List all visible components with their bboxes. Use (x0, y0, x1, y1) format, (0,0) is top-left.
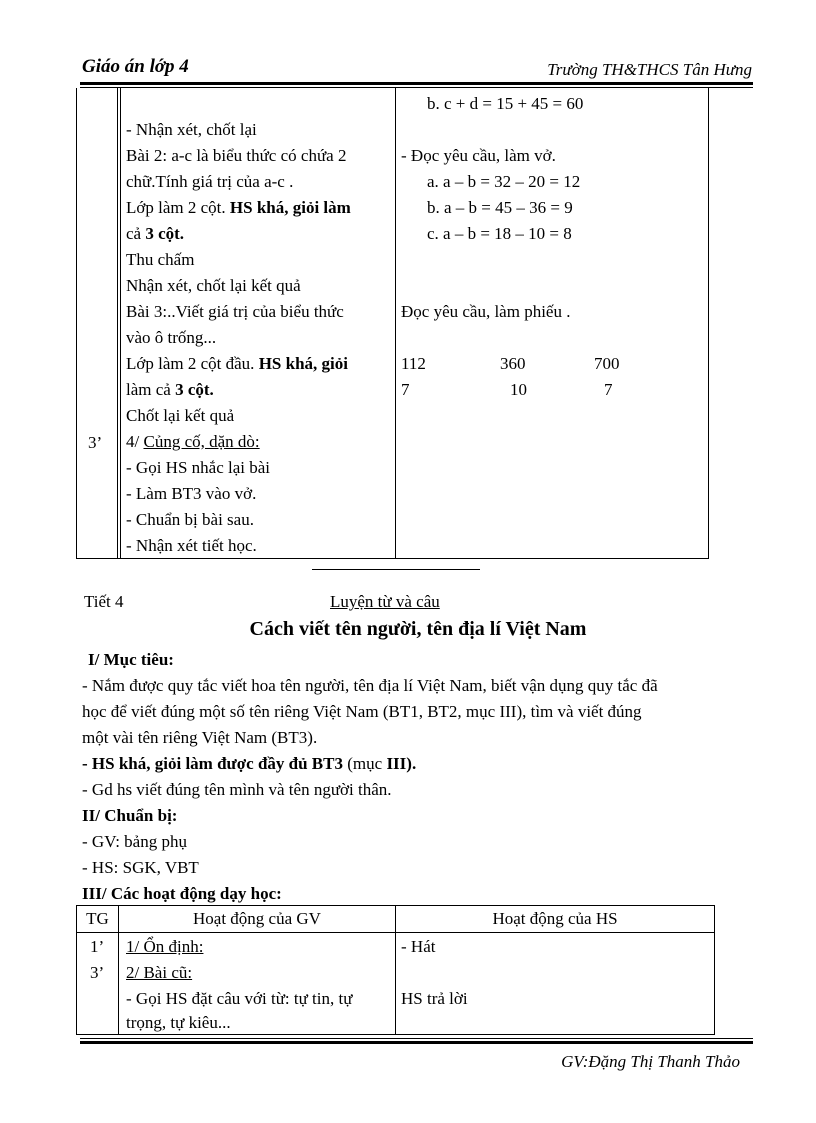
objective-text: - Nắm được quy tắc viết hoa tên người, tên địa lí Việt Nam, biết vận dụng quy tắc đã (82, 676, 658, 695)
gv-line: - Gọi HS đặt câu với từ: tự tin, tự (126, 989, 353, 1008)
preparation-teacher: - GV: bảng phụ (82, 832, 187, 851)
hs-line: - Đọc yêu cầu, làm vở. (401, 146, 556, 165)
gv-line: Bài 2: a-c là biểu thức có chứa 2 (126, 146, 347, 165)
footer-teacher-name: GV:Đặng Thị Thanh Thảo (561, 1052, 740, 1071)
header-rule-thick (80, 82, 753, 85)
objective-advanced: - HS khá, giỏi làm được đầy đủ BT3 (mục III). (82, 754, 417, 773)
footer-rule-thin (80, 1038, 753, 1039)
preparation-heading: II/ Chuẩn bị: (82, 806, 178, 825)
gv-line: Lớp làm 2 cột đầu. HS khá, giỏi (126, 354, 348, 373)
gv-line: Chốt lại kết quả (126, 406, 235, 425)
time-cell: 1’ (90, 937, 105, 956)
section-divider (312, 569, 480, 570)
result-number: 360 (500, 354, 526, 373)
header-lesson-plan-title: Giáo án lớp 4 (82, 56, 189, 77)
hs-line: b. c + d = 15 + 45 = 60 (427, 94, 584, 113)
gv-line: - Nhận xét, chốt lại (126, 120, 257, 139)
result-number: 7 (401, 380, 410, 399)
hs-line: HS trả lời (401, 989, 468, 1008)
gv-line: trọng, tự kiêu... (126, 1013, 231, 1032)
objective-text: một vài tên riêng Việt Nam (BT3). (82, 728, 318, 747)
result-number: 700 (594, 354, 620, 373)
hs-line: Đọc yêu cầu, làm phiếu . (401, 302, 571, 321)
gv-line: làm cả 3 cột. (126, 380, 214, 399)
section-heading-on-dinh: 1/ Ổn định: (126, 937, 204, 956)
objectives-heading: I/ Mục tiêu: (88, 650, 174, 669)
header-rule-thin (80, 87, 753, 88)
gv-line: cả 3 cột. (126, 224, 185, 243)
lesson-period: Tiết 4 (84, 592, 124, 611)
gv-line: vào ô trống... (126, 328, 217, 347)
objective-text: học để viết đúng một số tên riêng Việt Nam (BT1, BT2, mục III), tìm và viết đúng (82, 702, 642, 721)
section-heading-bai-cu: 2/ Bài cũ: (126, 963, 193, 982)
hs-line: a. a – b = 32 – 20 = 12 (427, 172, 581, 191)
table-header-student: Hoạt động của HS (492, 909, 618, 928)
hs-line: - Hát (401, 937, 436, 956)
time-cell: 3’ (90, 963, 105, 982)
hs-line: b. a – b = 45 – 36 = 9 (427, 198, 573, 217)
footer-rule-thick (80, 1041, 753, 1044)
activities-heading: III/ Các hoạt động dạy học: (82, 884, 282, 903)
gv-line: chữ.Tính giá trị của a-c . (126, 172, 294, 191)
result-number: 7 (604, 380, 613, 399)
gv-line: - Chuẩn bị bài sau. (126, 510, 254, 529)
gv-line: - Nhận xét tiết học. (126, 536, 257, 555)
gv-line: - Làm BT3 vào vở. (126, 484, 257, 503)
hs-line: c. a – b = 18 – 10 = 8 (427, 224, 572, 243)
gv-line: Lớp làm 2 cột. HS khá, giỏi làm (126, 198, 351, 217)
gv-line: Bài 3:..Viết giá trị của biểu thức (126, 302, 344, 321)
gv-line: Thu chấm (126, 250, 195, 269)
section-heading-cung-co: 4/ Củng cố, dặn dò: (126, 432, 260, 451)
header-school-name: Trường TH&THCS Tân Hưng (547, 60, 752, 79)
result-number: 10 (510, 380, 527, 399)
gv-line: Nhận xét, chốt lại kết quả (126, 276, 301, 295)
result-number: 112 (401, 354, 426, 373)
time-cell: 3’ (88, 433, 103, 452)
table-header-teacher: Hoạt động của GV (193, 909, 321, 928)
table-header-time: TG (86, 909, 109, 928)
lesson-subject: Luyện từ và câu (330, 592, 440, 611)
lesson-title: Cách viết tên người, tên địa lí Việt Nam (249, 618, 587, 640)
objective-text: - Gd hs viết đúng tên mình và tên người thân. (82, 780, 392, 799)
preparation-student: - HS: SGK, VBT (82, 858, 199, 877)
gv-line: - Gọi HS nhắc lại bài (126, 458, 270, 477)
